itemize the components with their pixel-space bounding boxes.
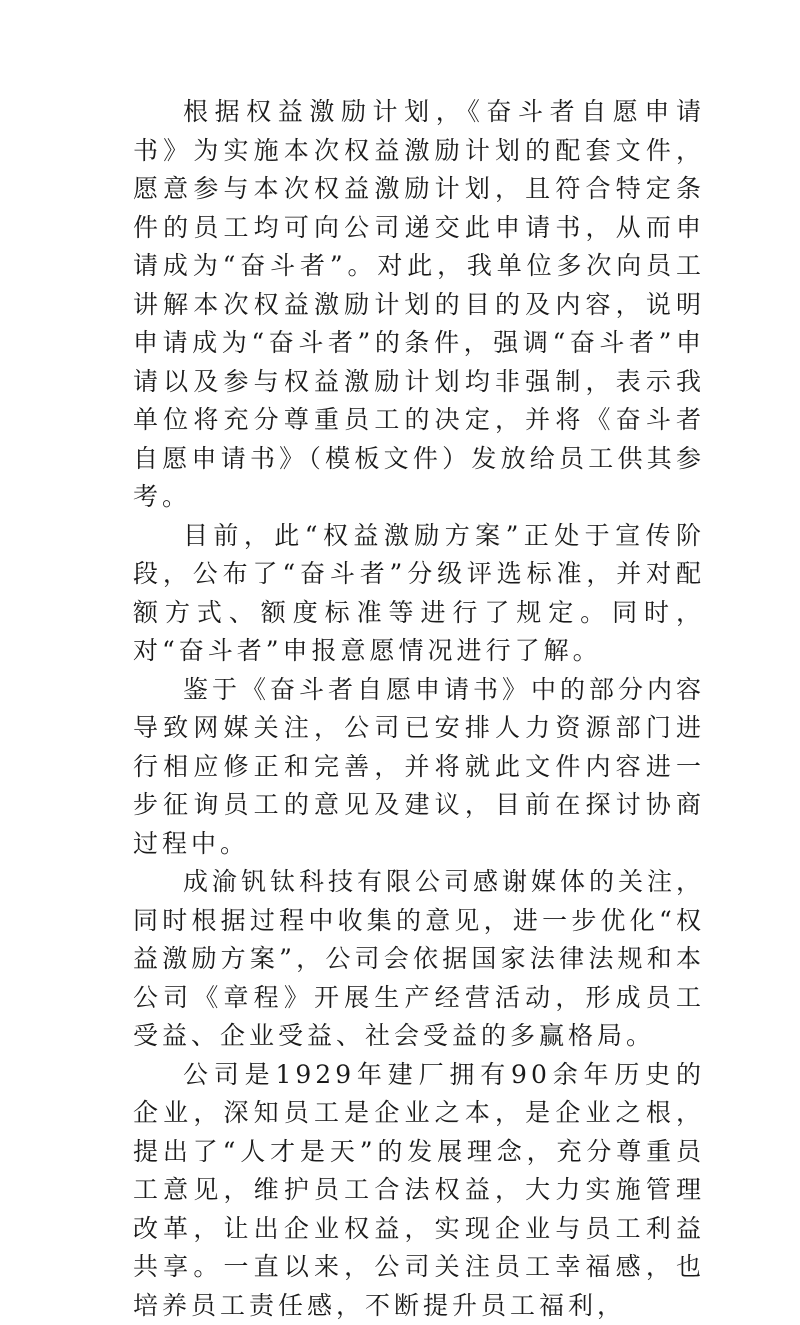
paragraph-1: 根据权益激励计划，《奋斗者自愿申请书》为实施本次权益激励计划的配套文件，愿意参与本次权益激励计划，且符合特定条件的员工均可向公司递交此申请书，从而申请成为“奋斗者”。对此，我单位多次向员工讲解本次权益激励计划的目的及内容，说明申请成为“奋斗者”的条件，强调“奋斗者”申请以及参与权益激励计划均非强制，表示我单位将充分尊重员工的决定，并将《奋斗者自愿申请书》（模板文件）发放给员工供其参考。 xyxy=(133,93,705,517)
paragraph-5: 公司是1929年建厂拥有90余年历史的企业，深知员工是企业之本，是企业之根，提出了“人才是天”的发展理念，充分尊重员工意见，维护员工合法权益，大力实施管理改革，让出企业权益，实现企业与员工利益共享。一直以来，公司关注员工幸福感，也培养员工责任感，不断提升员工福利， xyxy=(133,1056,705,1325)
paragraph-4: 成渝钒钛科技有限公司感谢媒体的关注，同时根据过程中收集的意见，进一步优化“权益激励方案”，公司会依据国家法律法规和本公司《章程》开展生产经营活动，形成员工受益、企业受益、社会受益的多赢格局。 xyxy=(133,863,705,1056)
paragraph-3: 鉴于《奋斗者自愿申请书》中的部分内容导致网媒关注，公司已安排人力资源部门进行相应修正和完善，并将就此文件内容进一步征询员工的意见及建议，目前在探讨协商过程中。 xyxy=(133,671,705,864)
document-page xyxy=(133,93,705,1325)
paragraph-2: 目前，此“权益激励方案”正处于宣传阶段，公布了“奋斗者”分级评选标准，并对配额方式、额度标准等进行了规定。同时，对“奋斗者”申报意愿情况进行了解。 xyxy=(133,517,705,671)
